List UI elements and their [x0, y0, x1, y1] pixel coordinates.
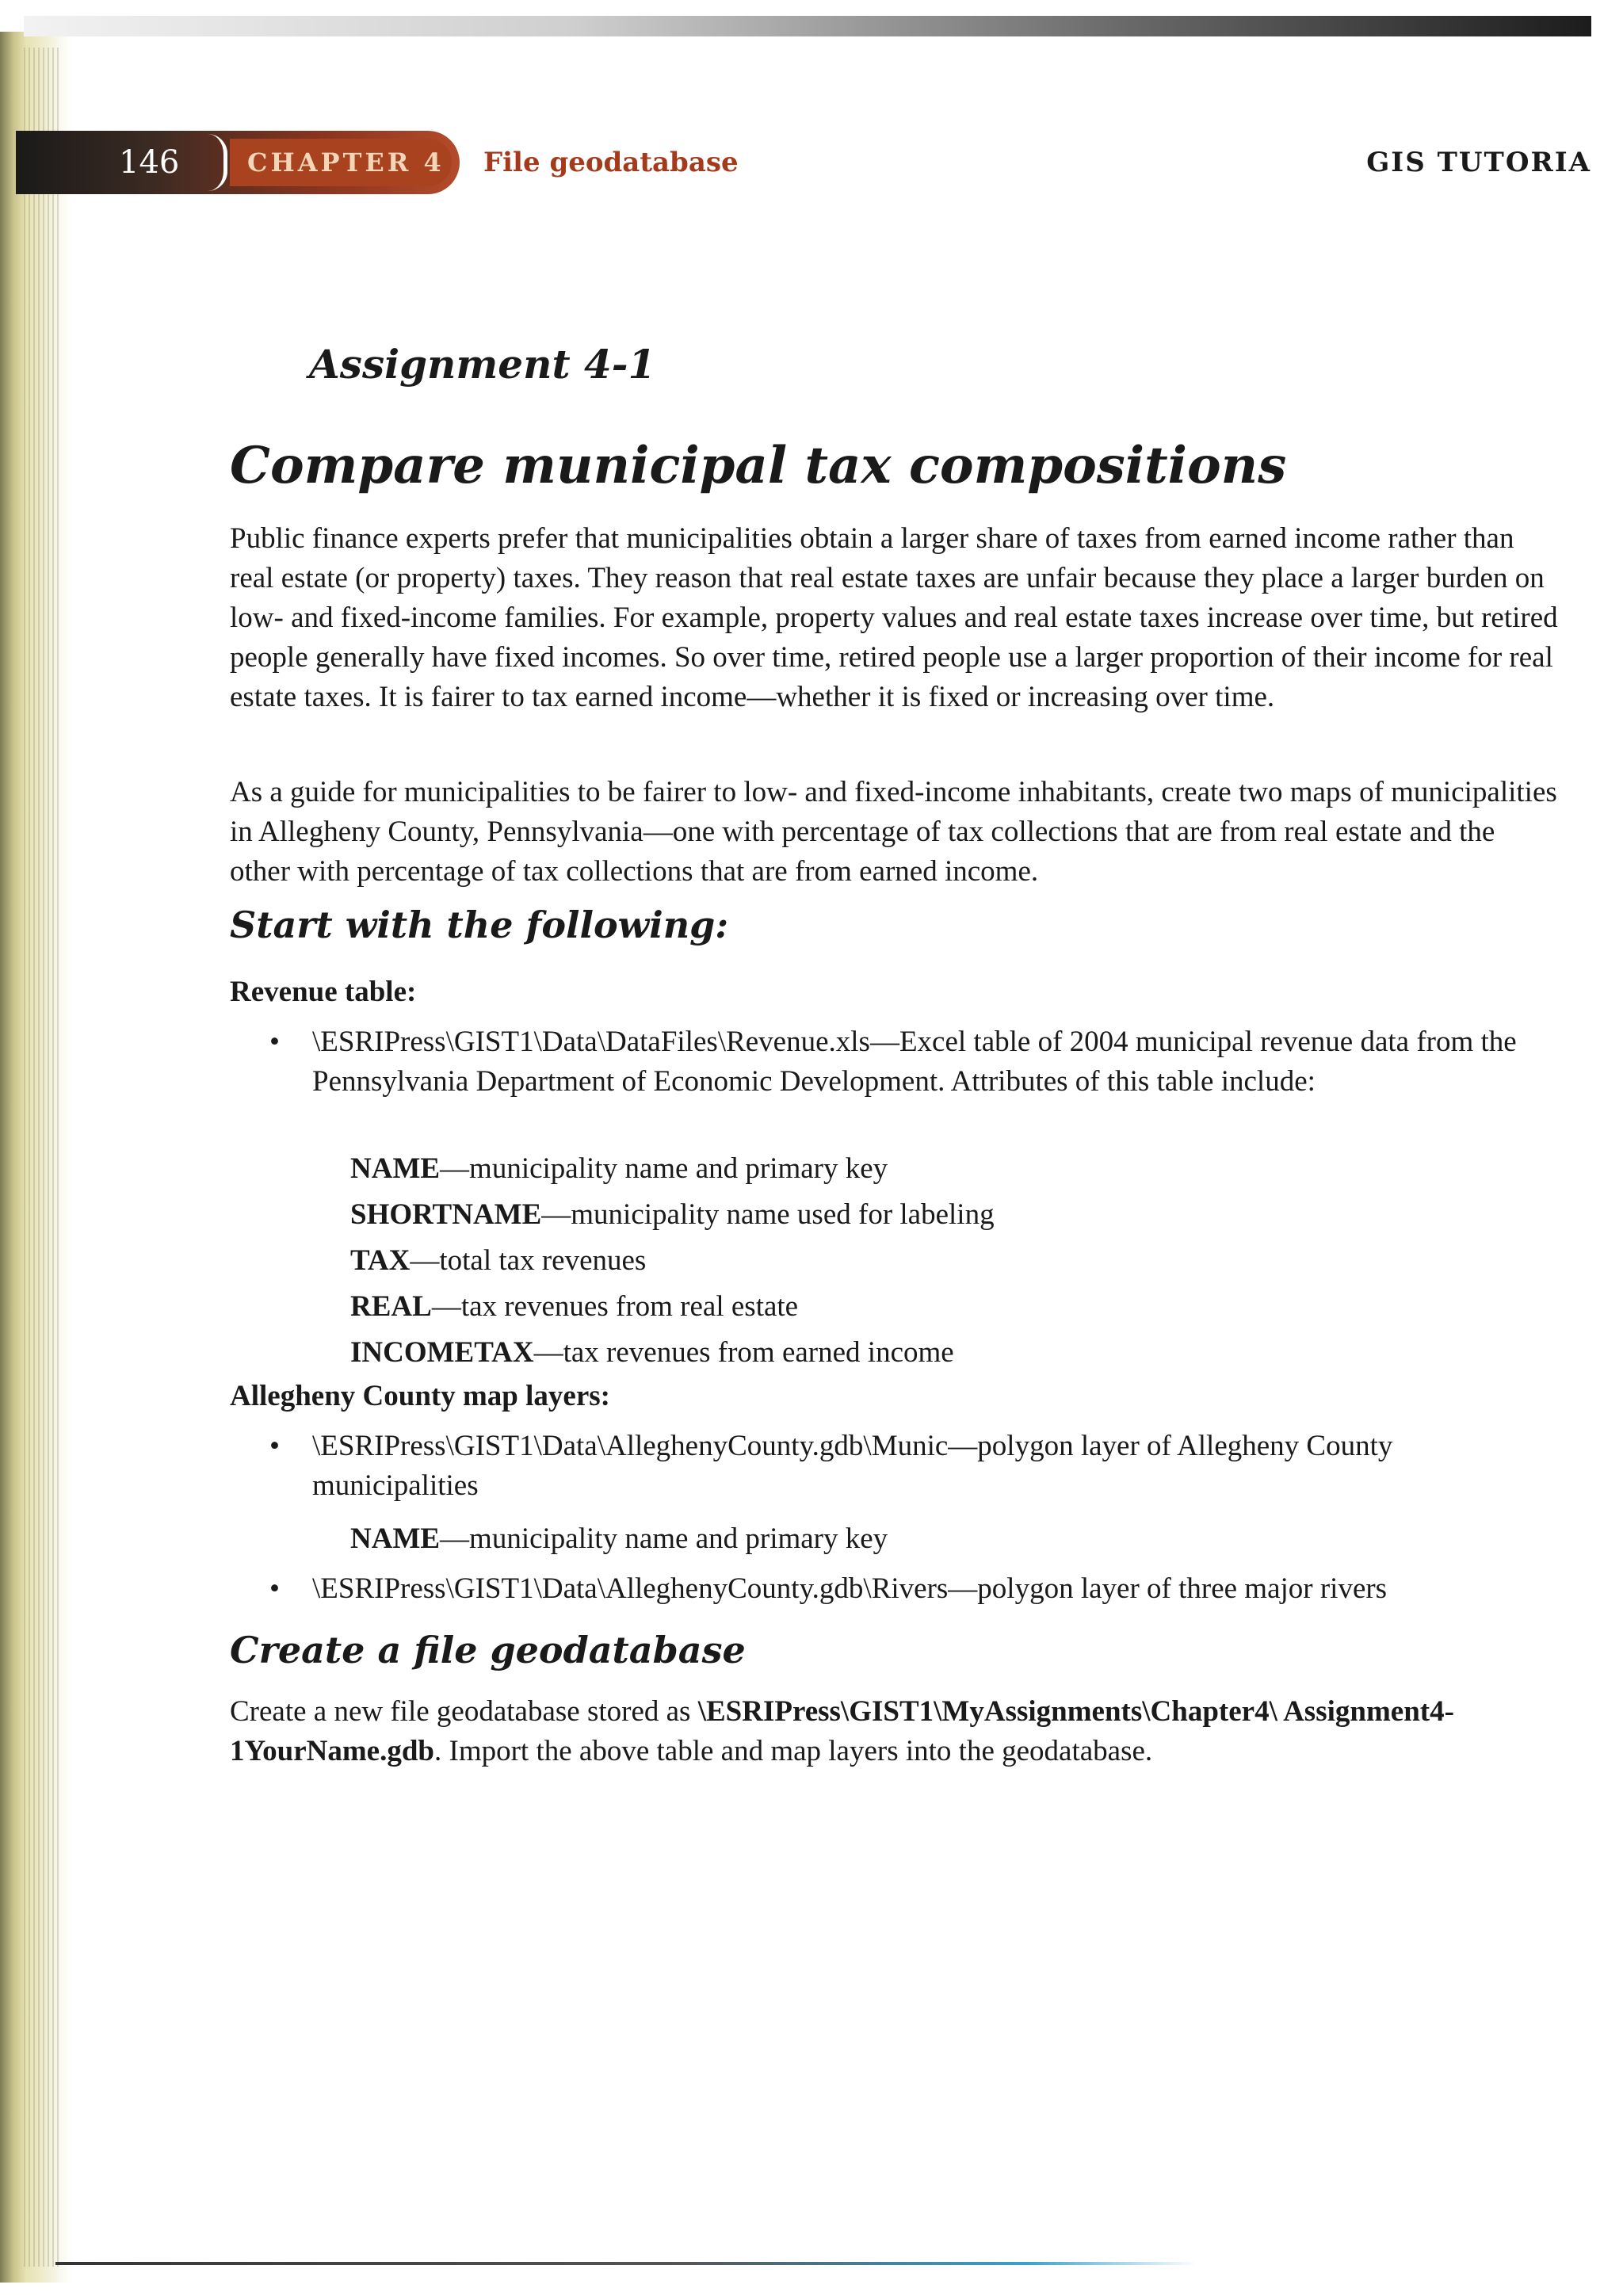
attribute-desc: —total tax revenues [410, 1244, 647, 1277]
create-paragraph [230, 1692, 1561, 1771]
attribute-name: SHORTNAME [350, 1198, 542, 1231]
attribute-desc: —municipality name and primary key [440, 1522, 888, 1555]
bullet-icon: • [269, 1572, 280, 1605]
create-suffix: . Import the above table and map layers into the geodatabase. [434, 1735, 1153, 1767]
attribute-name: REAL [350, 1290, 432, 1323]
intro-paragraph: Public finance experts prefer that municipalities obtain a larger share of taxes from earned income rather than real estate (or property) taxes. They reason that real estate taxes are unfair because they place a larger burden on low- and fixed-income families. For example, property values and real estate taxes increase over time, but retired people generally have fixed incomes. So over time, retired people use a larger proportion of their income for real estate taxes. It is fairer to tax earned income—whether it is fixed or increasing over time. [230, 522, 1558, 713]
attribute-desc: —tax revenues from real estate [431, 1290, 799, 1323]
bottom-rule [55, 2262, 1197, 2265]
create-prefix: Create a new file geodatabase stored as [230, 1695, 698, 1728]
top-rule [24, 16, 1591, 36]
attribute-name: NAME [350, 1152, 441, 1185]
attribute-name: TAX [350, 1244, 411, 1277]
attribute-desc: —municipality name and primary key [440, 1152, 888, 1185]
attribute-name: NAME [350, 1522, 441, 1555]
revenue-file-path: \ESRIPress\GIST1\Data\DataFiles\Revenue.xls—Excel table of 2004 municipal revenue data from the Pennsylvania Department of Economic Development. Attributes of this table include: [312, 1026, 1517, 1098]
allegheny-layers-label: Allegheny County map layers: [230, 1380, 610, 1412]
attribute-item [350, 1149, 888, 1189]
attribute-item [350, 1241, 646, 1281]
section-label: File geodatabase [483, 147, 739, 178]
attribute-desc: —tax revenues from earned income [533, 1336, 954, 1369]
list-item [269, 1427, 1522, 1506]
assignment-label: Assignment 4-1 [309, 341, 656, 388]
attribute-desc: —municipality name used for labeling [541, 1198, 995, 1231]
bullet-icon: • [269, 1026, 280, 1058]
book-binding-stripes [24, 48, 60, 2267]
start-heading: Start with the following: [230, 904, 729, 946]
attribute-item [350, 1287, 798, 1327]
guide-paragraph: As a guide for municipalities to be fairer to low- and fixed-income inhabitants, create two maps of municipalities in Allegheny County, Pennsylvania—one with percentage of tax collections that are from real estate and the other with percentage of tax collections that are from earned income. [230, 776, 1557, 888]
rivers-layer-path: \ESRIPress\GIST1\Data\AlleghenyCounty.gdb\Rivers—polygon layer of three major rivers [312, 1572, 1388, 1605]
page-number: 146 [119, 144, 180, 181]
attribute-item [350, 1195, 995, 1235]
attribute-item [350, 1333, 954, 1373]
running-header [0, 131, 1623, 194]
geodatabase-path: \ESRIPress\GIST1\MyAssignments\Chapter4\ Assignment4-1YourName.gdb [230, 1695, 1454, 1767]
chapter-label: CHAPTER 4 [247, 147, 445, 178]
bullet-icon: • [269, 1430, 280, 1462]
create-heading: Create a file geodatabase [230, 1629, 746, 1671]
munic-layer-path: \ESRIPress\GIST1\Data\AlleghenyCounty.gdb\Munic—polygon layer of Allegheny County municipalities [312, 1430, 1393, 1502]
attribute-item [350, 1519, 888, 1559]
list-item [269, 1569, 1522, 1609]
book-title: GIS TUTORIA [1366, 147, 1591, 178]
list-item [269, 1022, 1522, 1102]
page-title: Compare municipal tax compositions [230, 436, 1287, 495]
attribute-name: INCOMETAX [350, 1336, 534, 1369]
revenue-table-label: Revenue table: [230, 976, 417, 1008]
